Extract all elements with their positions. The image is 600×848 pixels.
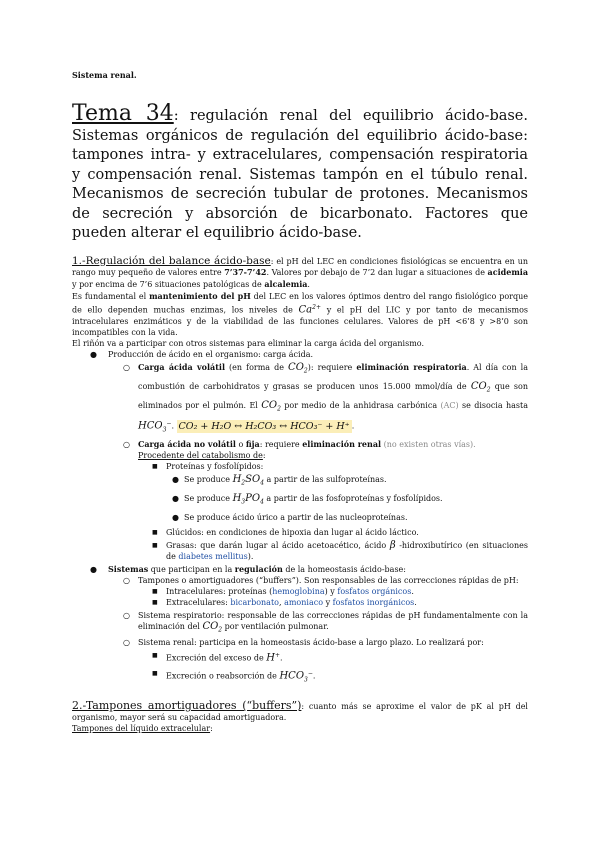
list-item: ■ Grasas: que darán lugar al ácido acetoacético, ácido β -hidroxibutírico (en situaciones de diabetes mellitus). — [152, 539, 528, 561]
list-item: ● Sistemas que participan en la regulación de la homeostasis ácido-base: ○ Tampones o amortiguadores (“buffers”). Son responsables de las correcciones rápidas de pH: ■ Intracelulares: proteínas (hemoglobina) y fosfatos orgánicos. ■ Extracelulares: bicarbonato, amoniaco y fosfatos inorgánicos. ○ Sistema respiratorio: responsable de las correcciones rápidas de pH fundamentalmente con la eliminación del $CO_2$ por ventilación pulmonar. ○ Sistema renal: participa en la homeostasis ácido-base a largo plazo. Lo realizará por: ■ Excreción del exceso de H+. ■ Excreción o reabsorción de $HCO_3^-$. — [72, 564, 528, 688]
list-item: ■ Excreción o reabsorción de $HCO_3^-$. — [138, 666, 528, 687]
circle-bullet-icon: ○ — [123, 575, 130, 585]
section-1-intro: 1.-Regulación del balance ácido-base: el pH del LEC en condiciones fisiológicas se encuentra en un rango muy pequeño de valores entre 7’37-7’42. Valores por debajo de 7’2 dan lugar a situaciones de acidemia y por encima de 7’6 situaciones patológicas de alcalemia. — [72, 254, 529, 290]
sub-list — [108, 575, 528, 688]
circle-bullet-icon: ○ — [123, 440, 130, 450]
list-item: ■ Extracelulares: bicarbonato, amoniaco y fosfatos inorgánicos. — [152, 597, 417, 607]
bullet-icon: ● — [172, 475, 179, 485]
list-item: ● Se produce $H_3PO_4$ a partir de las fosfoproteínas y fosfolípidos. — [172, 493, 443, 506]
circle-bullet-icon: ○ — [123, 638, 130, 648]
square-bullet-icon: ■ — [152, 587, 158, 595]
list-item: ■ Glúcidos: en condiciones de hipoxia dan lugar al ácido láctico. — [152, 527, 419, 537]
list-item: ○ Sistema renal: participa en la homeostasis ácido-base a largo plazo. Lo realizará por: ■ Excreción del exceso de H+. ■ Excreción o reabsorción de $HCO_3^-$. — [108, 637, 528, 687]
bullet-icon: ● — [90, 564, 97, 574]
list-item: ■ Intracelulares: proteínas (hemoglobina) y fosfatos orgánicos. — [152, 586, 414, 596]
detail-list — [166, 472, 528, 524]
list-item: ● Se produce ácido úrico a partir de las nucleoproteínas. — [166, 510, 528, 525]
list-item: ○ Carga ácida volátil (en forma de $CO_2$): requiere eliminación respiratoria. Al día con la combustión de carbohidratos y grasas se producen unos 15.000 mmol/día de $CO_2$ que son eliminados por el pulmón. El $CO_2$ por medio de la anhidrasa carbónica (AC) se disocia hasta $HCO_3^-$. CO₂ + H₂O ↔ H₂CO₃ ↔ HCO₃⁻ + H⁺ . — [123, 362, 529, 434]
sub-list — [108, 360, 528, 561]
list-item: ● Se produce $H_2SO_4$ a partir de las sulfoproteínas. — [172, 474, 387, 488]
topic-description: : regulación renal del equilibrio ácido-base. Sistemas orgánicos de regulación del equilibrio ácido-base: tampones intra- y extracelulares, compensación respiratoria y compensación renal. Sistemas tampón en el túbulo renal. Mecanismos de secreción tubular de protones. Mecanismos de secreción y absorción de bicarbonato. Factores que pueden alterar el equilibrio ácido-base. — [72, 108, 529, 241]
list-item: ■ Proteínas y fosfolípidos: ● Se produce $H_2SO_4$ a partir de las sulfoproteínas. ● Se produce $H_3PO_4$ a partir de las fosfoproteínas y fosfolípidos. ● Se produce ácido úrico a partir de las nucleoproteínas. — [138, 461, 528, 524]
bullet-icon: ● — [90, 350, 97, 360]
bullet-icon: ● — [172, 512, 179, 522]
running-header: Sistema renal. — [72, 70, 137, 80]
list-item: ○ Tampones o amortiguadores (“buffers”). Son responsables de las correcciones rápidas de pH: ■ Intracelulares: proteínas (hemoglobina) y fosfatos orgánicos. ■ Extracelulares: bicarbonato, amoniaco y fosfatos inorgánicos. — [108, 575, 528, 608]
paragraph-ph-importance: Es fundamental el mantenimiento del pH del LEC en los valores óptimos dentro del rango fisiológico porque de ello dependen muchas enzimas, los niveles de $Ca^{2+}$ y el pH del LIC y por tanto de mecanismos intracelulares enzimáticos y de la viabilidad de las funciones celulares. Valores de pH <6’8 y >8’0 son incompatibles con la vida. — [72, 291, 528, 337]
topic-title — [72, 101, 529, 244]
square-bullet-icon: ■ — [152, 598, 158, 606]
section-1-heading: 1.-Regulación del balance ácido-base — [72, 254, 271, 267]
sub-sub-list — [138, 648, 528, 687]
paragraph-kidney-role: El riñón va a participar con otros sistemas para eliminar la carga ácida del organismo. — [72, 338, 424, 348]
circle-bullet-icon: ○ — [123, 610, 130, 620]
square-bullet-icon: ■ — [152, 652, 158, 660]
sub-sub-list — [138, 461, 528, 561]
list-item: ○ Carga ácida no volátil o fija: requiere eliminación renal (no existen otras vías). Procedente del catabolismo de: ■ Proteínas y fosfolípidos: ● Se produce $H_2SO_4$ a partir de las sulfoproteínas. ● Se produce $H_3PO_4$ a partir de las fosfoproteínas y fosfolípidos. ● Se produce ácido úrico a partir de las nucleoproteínas. ■ Glúcidos: en condiciones de hipoxia dan lugar al ácido láctico. ■ Grasas: que darán lugar al ácido acetoacético, ácido β -hidroxibutírico (en situaciones de diabetes mellitus). — [123, 439, 528, 561]
topic-number: Tema 34 — [72, 101, 174, 126]
circle-bullet-icon: ○ — [123, 363, 130, 373]
list-item: ○ Sistema respiratorio: responsable de las correcciones rápidas de pH fundamentalmente con la eliminación del $CO_2$ por ventilación pulmonar. — [123, 610, 528, 634]
square-bullet-icon: ■ — [152, 669, 158, 677]
subsection-extracellular: Tampones del líquido extracelular: — [72, 723, 213, 733]
list-item: ● Producción de ácido en el organismo: carga ácida. ○ Carga ácida volátil (en forma de $CO_2$): requiere eliminación respiratoria. Al día con la combustión de carbohidratos y grasas se producen unos 15.000 mmol/día de $CO_2$ que son eliminados por el pulmón. El $CO_2$ por medio de la anhidrasa carbónica (AC) se disocia hasta $HCO_3^-$. CO₂ + H₂O ↔ H₂CO₃ ↔ HCO₃⁻ + H⁺ . ○ Carga ácida no volátil o fija: requiere eliminación renal (no existen otras vías). Procedente del catabolismo de: ■ Proteínas y fosfolípidos: ● Se produce $H_2SO_4$ a partir de las sulfoproteínas. ● Se produce $H_3PO_4$ a partir de las fosfoproteínas y fosfolípidos. ● Se produce ácido úrico a partir de las nucleoproteínas. ■ Glúcidos: en condiciones de hipoxia dan lugar al ácido láctico. ■ Grasas: que darán lugar al ácido acetoacético, ácido β -hidroxibutírico (en situaciones de diabetes mellitus). — [90, 350, 529, 561]
bullet-icon: ● — [172, 494, 179, 504]
square-bullet-icon: ■ — [152, 528, 158, 536]
main-bullet-list — [72, 349, 528, 687]
square-bullet-icon: ■ — [152, 463, 158, 471]
section-2-intro: 2.-Tampones amortiguadores (“buffers”): cuanto más se aproxime el valor de pK al pH del organismo, mayor será su capacidad amortiguadora. — [72, 699, 528, 723]
section-2-heading: 2.-Tampones amortiguadores (“buffers”) — [72, 699, 302, 713]
document-page — [72, 70, 528, 735]
sub-sub-list — [138, 586, 528, 608]
square-bullet-icon: ■ — [152, 541, 158, 549]
equation-highlight: CO₂ + H₂O ↔ H₂CO₃ ↔ HCO₃⁻ + H⁺ — [178, 420, 350, 432]
list-item: ■ Excreción del exceso de H+. — [138, 648, 528, 666]
